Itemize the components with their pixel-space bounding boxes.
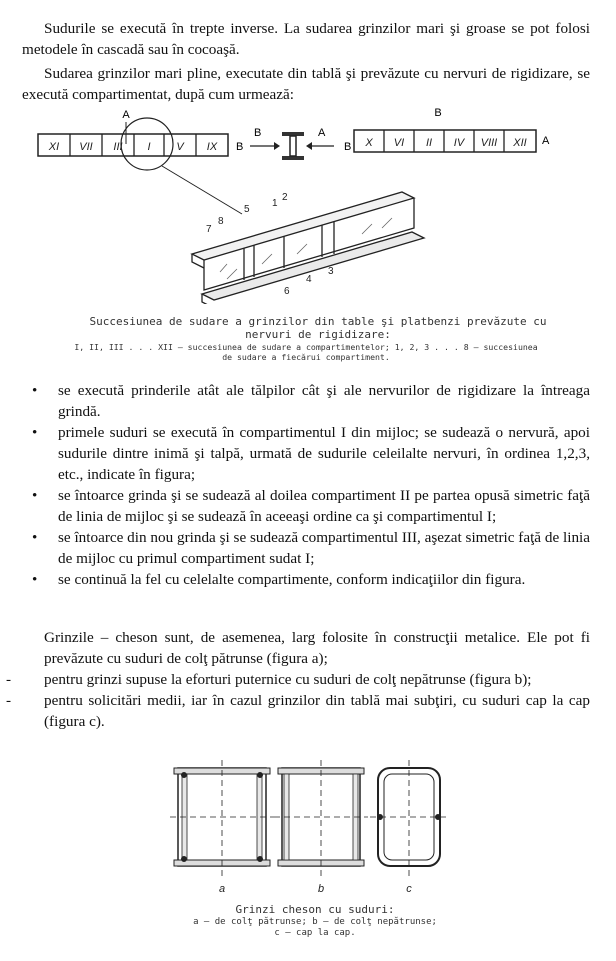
- number-label: 1: [272, 198, 278, 209]
- left-compartment-strip: [38, 109, 243, 170]
- figure-box-girders: [170, 758, 460, 898]
- number-label: 4: [306, 274, 312, 285]
- mid-right-label: A: [318, 127, 326, 139]
- bullet-item: • se execută prinderile atât ale tălpilor cât şi ale nervurilor de rigidizare la întreaga grindă.: [32, 382, 590, 420]
- figure1-caption-line2: nervuri de rigidizare:: [245, 328, 391, 341]
- figure1-caption-line1: Succesiunea de sudare a grinzilor din table şi platbenzi prevăzute cu: [89, 315, 547, 328]
- bullet-item: • se întoarce din nou grinda şi se sudează compartimentul III, aşezat simetric faţă de linia de mijloc cu primul compartiment sudat I;: [32, 529, 590, 567]
- dash-list: [0, 669, 590, 732]
- strip-label: XII: [513, 137, 527, 149]
- dash-marker: -: [6, 671, 12, 688]
- bullet-list: [22, 380, 590, 590]
- figure1-caption-line3: I, II, III . . . XII — succesiunea de sudare a compartimentelor; 1, 2, 3 . . . 8 — succesiunea: [74, 342, 538, 352]
- bullet-marker: •: [32, 424, 38, 441]
- figure2-caption-line3: c — cap la cap.: [274, 928, 356, 938]
- bullet-marker: •: [32, 382, 38, 399]
- figure2-caption-line1: Grinzi cheson cu suduri:: [235, 903, 395, 916]
- bullet-marker: •: [32, 529, 38, 546]
- dash-marker: -: [6, 692, 12, 709]
- figure2-caption-line2: a — de colţ pătrunse; b — de colţ nepătrunse;: [193, 917, 437, 927]
- strip-label: I: [147, 141, 151, 153]
- bullet-marker: •: [32, 571, 38, 588]
- isometric-beam: [192, 192, 424, 304]
- strip-label: III: [113, 141, 123, 153]
- strip-label: V: [176, 141, 184, 153]
- strip-label: X: [365, 137, 373, 149]
- dash-item: - pentru grinzi supuse la eforturi puternice cu suduri de colţ nepătrunse (figura b);: [6, 671, 532, 688]
- label-a-top: A: [122, 109, 130, 121]
- number-label: 2: [282, 192, 288, 203]
- strip-label: VIII: [480, 137, 498, 149]
- bullet-item: • se întoarce grinda şi se sudează al doilea compartiment II pe partea opusă simetric faţă de linia de mijloc şi se sudează în aceeaşi ordine ca şi compartimentul I;: [32, 487, 590, 525]
- label-c: c: [406, 883, 412, 895]
- box-girder-c: [370, 760, 450, 876]
- strip-label: XI: [48, 141, 60, 153]
- number-label: 3: [328, 266, 334, 277]
- label-a: a: [218, 883, 226, 895]
- right-compartment-strip: [344, 107, 550, 153]
- strip-label: VII: [79, 141, 93, 153]
- strip-label: IV: [453, 137, 465, 149]
- paragraph-intro: Sudurile se execută în trepte inverse. La sudarea grinzilor mari şi groase se pot folosi metodele în cascadă sau în cocoaşă.: [22, 20, 590, 58]
- cross-section-symbol: [250, 127, 334, 160]
- mid-left-label: B: [254, 127, 262, 139]
- figure-welding-sequence: [22, 104, 594, 304]
- right-end-label: A: [542, 135, 550, 147]
- dash-item: - pentru solicitări medii, iar în cazul grinzilor din tablă mai subţiri, cu suduri cap la cap (figura c).: [6, 692, 590, 730]
- left-end-label: B: [236, 141, 244, 153]
- strip-label: II: [425, 137, 433, 149]
- paragraph-box-girders: Grinzile – cheson sunt, de asemenea, larg folosite în construcţii metalice. Ele pot fi prevăzute cu suduri de colţ pătrunse (figura a);: [44, 629, 590, 667]
- number-label: 6: [284, 286, 290, 297]
- bullet-item: • primele suduri se execută în compartimentul I din mijloc; se sudează o nervură, apoi sudurile dintre inimă şi talpă, urmată de sudurile celeilalte nervuri, în ordinea 1,2,3, etc., indicate în figura;: [32, 424, 590, 483]
- box-girder-b: [274, 760, 368, 876]
- label-b: b: [317, 883, 325, 895]
- paragraph-method: Sudarea grinzilor mari pline, executate din tablă şi prevăzute cu nervuri de rigidizare, se execută compartimentat, după cum urmează:: [22, 65, 590, 103]
- bullet-item: • se continuă la fel cu celelalte compartimente, conform indicaţiilor din figura.: [32, 571, 526, 588]
- strip-label: IX: [206, 141, 218, 153]
- figure1-caption-line4: de sudare a fiecărui compartiment.: [222, 352, 390, 362]
- number-label: 5: [244, 204, 250, 215]
- strip-label: VI: [393, 137, 405, 149]
- bullet-marker: •: [32, 487, 38, 504]
- number-label: 8: [218, 216, 224, 227]
- number-label: 7: [206, 224, 212, 235]
- label-b-top: B: [434, 107, 442, 119]
- right-start-label: B: [344, 141, 352, 153]
- box-girder-a: [170, 760, 274, 876]
